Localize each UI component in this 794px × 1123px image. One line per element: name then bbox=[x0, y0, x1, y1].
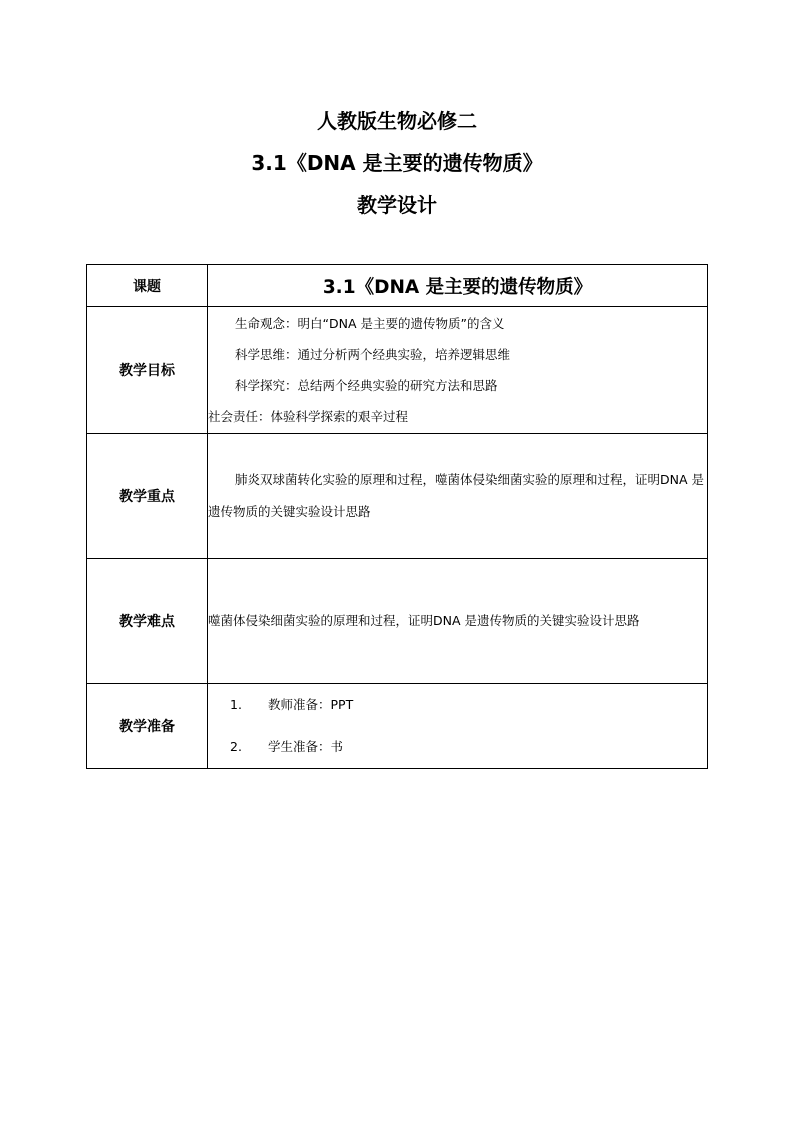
goal-life-concept: 生命观念：明白“DNA 是主要的遗传物质”的含义 bbox=[235, 316, 505, 331]
focus-content bbox=[208, 434, 708, 559]
table-row-goals bbox=[87, 307, 708, 434]
goals-content bbox=[208, 307, 708, 434]
course-label: 课题 bbox=[87, 265, 208, 307]
prep-content bbox=[208, 684, 708, 769]
list-item bbox=[208, 684, 707, 726]
table-row-difficulty bbox=[87, 559, 708, 684]
goal-scientific-thinking: 科学思维：通过分析两个经典实验，培养逻辑思维 bbox=[235, 347, 511, 362]
list-item bbox=[208, 726, 707, 768]
difficulty-content bbox=[208, 559, 708, 684]
prep-item-text: 学生准备：书 bbox=[268, 739, 344, 754]
document-title bbox=[0, 100, 794, 226]
title-line-design: 教学设计 bbox=[357, 193, 437, 217]
difficulty-label: 教学难点 bbox=[87, 559, 208, 684]
prep-label: 教学准备 bbox=[87, 684, 208, 769]
table-row-course bbox=[87, 265, 708, 307]
goal-scientific-inquiry: 科学探究：总结两个经典实验的研究方法和思路 bbox=[235, 378, 498, 393]
prep-item-number: 1. bbox=[230, 697, 242, 712]
table-row-preparation bbox=[87, 684, 708, 769]
focus-label: 教学重点 bbox=[87, 434, 208, 559]
table-row-focus bbox=[87, 434, 708, 559]
course-title: 3.1《DNA 是主要的遗传物质》 bbox=[208, 265, 708, 307]
goal-social-responsibility: 社会责任：体验科学探索的艰辛过程 bbox=[208, 409, 409, 424]
prep-item-number: 2. bbox=[230, 739, 242, 754]
prep-item-text: 教师准备：PPT bbox=[268, 697, 354, 712]
title-line-lesson: 3.1《DNA 是主要的遗传物质》 bbox=[251, 151, 543, 175]
lesson-plan-table bbox=[86, 264, 708, 769]
title-line-textbook: 人教版生物必修二 bbox=[317, 109, 477, 133]
goals-label: 教学目标 bbox=[87, 307, 208, 434]
focus-text: 肺炎双球菌转化实验的原理和过程，噬菌体侵染细菌实验的原理和过程，证明DNA 是遗传物质的关键实验设计思路 bbox=[208, 472, 705, 519]
difficulty-text: 噬菌体侵染细菌实验的原理和过程，证明DNA 是遗传物质的关键实验设计思路 bbox=[208, 613, 640, 628]
